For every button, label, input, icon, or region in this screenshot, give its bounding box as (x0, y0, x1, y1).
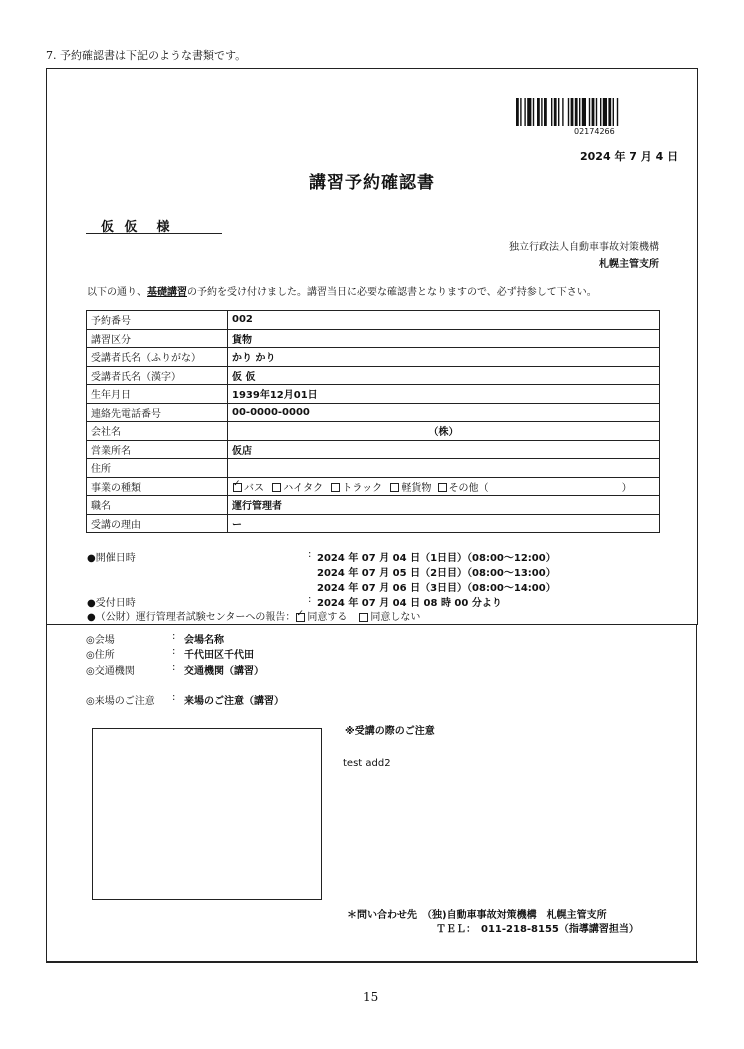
barcode-bar (551, 98, 552, 126)
row-label: 予約番号 (87, 311, 228, 330)
table-row (87, 459, 660, 478)
row-value: （株） (228, 422, 660, 441)
frame-divider (46, 624, 697, 625)
issue-date: 2024 年 7 月 4 日 (580, 150, 679, 163)
row-label: 受講の理由 (87, 514, 228, 533)
row-label: 事業の種類 (87, 477, 228, 496)
transport-label: ◎交通機関 (86, 666, 135, 677)
course-name: 基礎講習 (147, 287, 187, 298)
table-row (87, 329, 660, 348)
table-row (87, 385, 660, 404)
option-truck-label: トラック (342, 482, 383, 494)
checkbox-truck[interactable] (331, 483, 340, 492)
transport-colon: : (172, 662, 176, 673)
venue-value: 会場名称 (184, 635, 224, 646)
reception-colon: : (308, 594, 312, 605)
table-row (87, 440, 660, 459)
option-hitaku-label: ハイタク (283, 482, 324, 494)
checkbox-agree[interactable] (296, 613, 305, 622)
notice-post: の予約を受け付けました。講習当日に必要な確認書となりますので、必ず持参して下さい。 (187, 287, 597, 298)
contact-line-2: ＴＥＬ： 011-218-8155（指導講習担当） (436, 924, 639, 935)
row-label: 受講者氏名（ふりがな） (87, 348, 228, 367)
barcode-bar (520, 98, 521, 126)
row-value: ー (228, 514, 660, 533)
option-bus-label: バス (244, 482, 264, 494)
barcode (516, 98, 660, 126)
business-type-options (228, 477, 660, 496)
barcode-bar (617, 98, 618, 126)
disagree-label: 同意しない (370, 612, 421, 623)
barcode-bar (608, 98, 611, 126)
schedule-line: 2024 年 07 月 04 日（1日目）（08:00～12:00） (317, 553, 556, 564)
intro-text: 7. 予約確認書は下記のような書類です。 (46, 49, 247, 62)
schedule-line: 2024 年 07 月 06 日（3日目）（08:00～14:00） (317, 583, 556, 594)
table-row (87, 514, 660, 533)
contact-line-1: ＊問い合わせ先 （独)自動車事故対策機構 札幌主管支所 (347, 910, 607, 921)
venue-colon: : (172, 631, 176, 642)
barcode-bar (575, 98, 578, 126)
row-value: 仮 仮 (228, 366, 660, 385)
row-label: 受講者氏名（漢字） (87, 366, 228, 385)
row-label: 連絡先電話番号 (87, 403, 228, 422)
table-row (87, 477, 660, 496)
barcode-bar (579, 98, 580, 126)
report-consent (87, 608, 420, 623)
address-label: ◎住所 (86, 650, 115, 661)
arrival-value: 来場のご注意（講習） (184, 696, 284, 707)
table-row (87, 496, 660, 515)
barcode-bar (527, 98, 531, 126)
row-label: 住所 (87, 459, 228, 478)
barcode-bar (596, 98, 597, 126)
row-value: 運行管理者 (228, 496, 660, 515)
barcode-bar (558, 98, 559, 126)
barcode-bar (562, 98, 563, 126)
table-row (87, 311, 660, 330)
barcode-bar (582, 98, 586, 126)
row-label: 講習区分 (87, 329, 228, 348)
arrival-colon: : (172, 692, 176, 703)
barcode-bar (554, 98, 557, 126)
checkbox-other[interactable] (438, 483, 447, 492)
row-label: 職名 (87, 496, 228, 515)
barcode-bar (544, 98, 547, 126)
recipient-underline (86, 233, 222, 234)
row-value: 002 (228, 311, 660, 330)
table-row (87, 403, 660, 422)
barcode-bar (568, 98, 569, 126)
row-label: 会社名 (87, 422, 228, 441)
agree-label: 同意する (307, 612, 348, 623)
row-value: 1939年12月01日 (228, 385, 660, 404)
barcode-bar (533, 98, 534, 126)
document-title: 講習予約確認書 (309, 173, 435, 193)
schedule-line: 2024 年 07 月 05 日（2日目）（08:00～13:00） (317, 568, 556, 579)
barcode-bar (613, 98, 614, 126)
option-light-cargo-label: 軽貨物 (401, 482, 432, 494)
barcode-bar (541, 98, 542, 126)
barcode-bar (516, 98, 519, 126)
barcode-number: 02174266 (574, 127, 615, 136)
attention-text: test add2 (343, 758, 391, 769)
table-row (87, 422, 660, 441)
schedule-colon: : (308, 549, 312, 560)
row-label: 生年月日 (87, 385, 228, 404)
barcode-bar (537, 98, 540, 126)
recipient-name: 仮 仮 様 (101, 220, 173, 235)
notice-pre: 以下の通り、 (87, 287, 147, 298)
address-colon: : (172, 646, 176, 657)
barcode-bar (589, 98, 590, 126)
address-value: 千代田区千代田 (184, 650, 254, 661)
barcode-bar (571, 98, 574, 126)
notice-text (87, 283, 597, 298)
row-value: 00-0000-0000 (228, 403, 660, 422)
reservation-table (86, 310, 660, 533)
barcode-bar (603, 98, 607, 126)
table-row (87, 348, 660, 367)
frame-left-border (46, 625, 47, 961)
barcode-bar (592, 98, 595, 126)
barcode-bar (524, 98, 525, 126)
organization-name: 独立行政法人自動車事故対策機構 (509, 242, 659, 253)
barcode-bar (600, 98, 601, 126)
row-value: かり かり (228, 348, 660, 367)
checkbox-hitaku[interactable] (272, 483, 281, 492)
table-row (87, 366, 660, 385)
checkbox-disagree[interactable] (359, 613, 368, 622)
photo-box (92, 728, 322, 900)
arrival-label: ◎来場のご注意 (86, 696, 155, 707)
checkbox-bus[interactable] (233, 483, 242, 492)
attention-title: ※受講の際のご注意 (345, 726, 435, 737)
checkbox-light-cargo[interactable] (390, 483, 399, 492)
row-value: 仮店 (228, 440, 660, 459)
reception-value: 2024 年 07 月 04 日 08 時 00 分より (317, 598, 502, 609)
option-other-close: ） (621, 482, 632, 494)
report-label: ●（公財）運行管理者試験センターへの報告： (87, 612, 296, 623)
row-value: 貨物 (228, 329, 660, 348)
page-number: 15 (363, 990, 379, 1004)
reception-label: ●受付日時 (87, 598, 136, 609)
venue-label: ◎会場 (86, 635, 115, 646)
row-label: 営業所名 (87, 440, 228, 459)
schedule-label: ●開催日時 (87, 553, 136, 564)
option-other-label: その他（ (448, 482, 489, 494)
frame-bottom-border (46, 961, 698, 963)
frame-right-border (696, 625, 697, 961)
row-value (228, 459, 660, 478)
transport-value: 交通機関（講習） (184, 666, 264, 677)
branch-name: 札幌主管支所 (599, 259, 659, 270)
